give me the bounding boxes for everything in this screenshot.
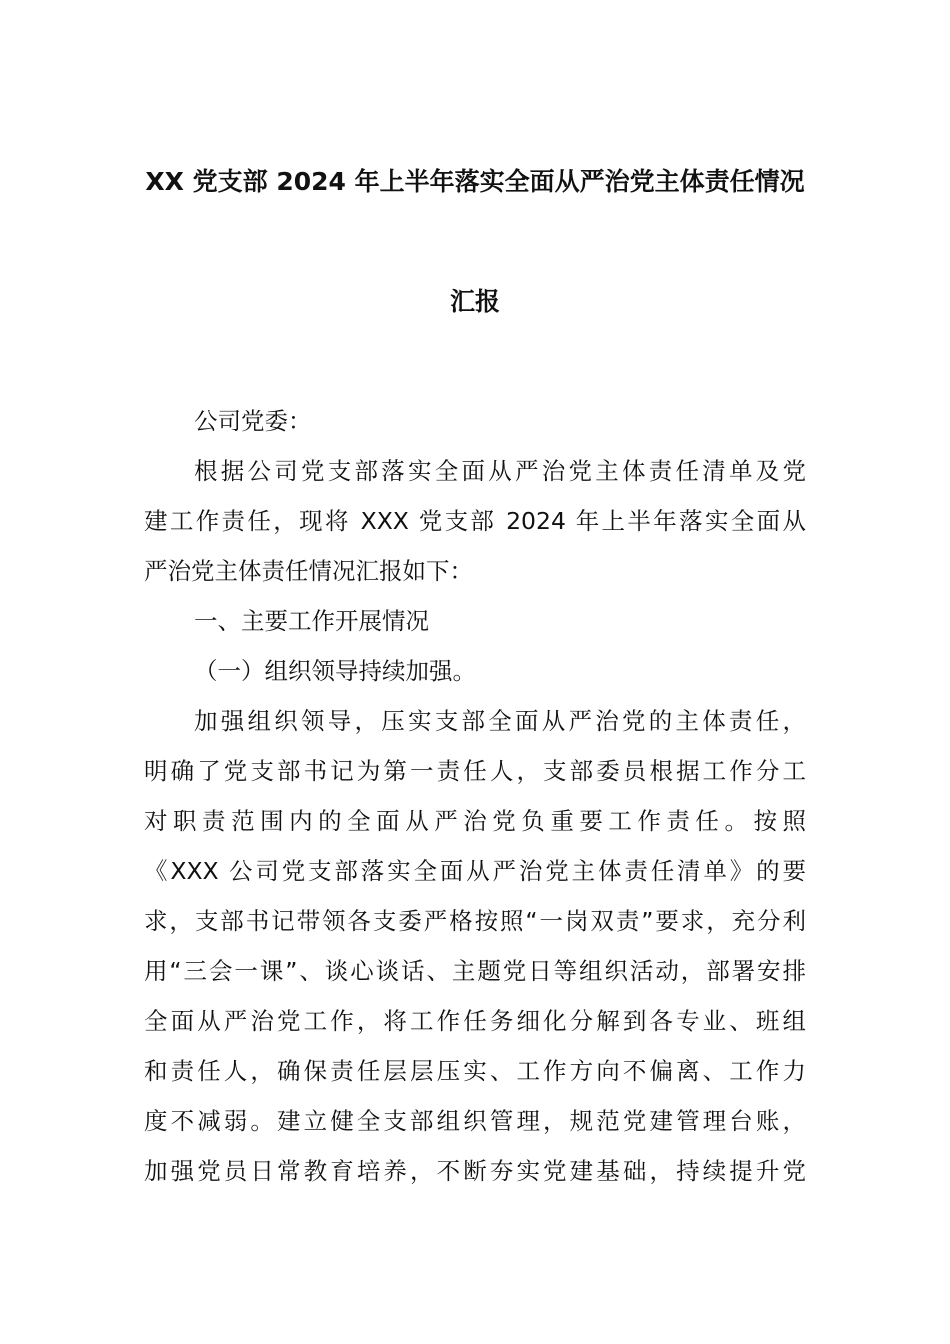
body-line-9: 度不减弱。建立健全支部组织管理，规范党建管理台账， bbox=[144, 1107, 806, 1135]
body-line-10: 加强党员日常教育培养，不断夯实党建基础，持续提升党 bbox=[144, 1157, 806, 1185]
body-line-4: 《XXX 公司党支部落实全面从严治党主体责任清单》的要 bbox=[144, 857, 806, 885]
body-line-7: 全面从严治党工作，将工作任务细化分解到各专业、班组 bbox=[144, 1007, 806, 1035]
body-line-2: 明确了党支部书记为第一责任人，支部委员根据工作分工 bbox=[144, 757, 806, 785]
body-line-5: 求，支部书记带领各支委严格按照“一岗双责”要求，充分利 bbox=[144, 907, 806, 935]
intro-line-3: 严治党主体责任情况汇报如下： bbox=[144, 557, 473, 585]
salutation: 公司党委： bbox=[194, 407, 312, 435]
body-line-1: 加强组织领导，压实支部全面从严治党的主体责任， bbox=[194, 707, 806, 735]
body-line-3: 对职责范围内的全面从严治党负重要工作责任。按照 bbox=[144, 807, 806, 835]
intro-line-1: 根据公司党支部落实全面从严治党主体责任清单及党 bbox=[194, 457, 806, 485]
section-heading-1: 一、主要工作开展情况 bbox=[194, 607, 429, 635]
intro-line-2: 建工作责任，现将 XXX 党支部 2024 年上半年落实全面从 bbox=[144, 507, 806, 535]
document-title-line-2: 汇报 bbox=[449, 287, 500, 316]
body-line-8: 和责任人，确保责任层层压实、工作方向不偏离、工作力 bbox=[144, 1057, 806, 1085]
subsection-heading-1: （一）组织领导持续加强。 bbox=[194, 657, 476, 685]
body-line-6: 用“三会一课”、谈心谈话、主题党日等组织活动，部署安排 bbox=[144, 957, 806, 985]
document-title-line-1: XX 党支部 2024 年上半年落实全面从严治党主体责任情况 bbox=[145, 167, 805, 196]
